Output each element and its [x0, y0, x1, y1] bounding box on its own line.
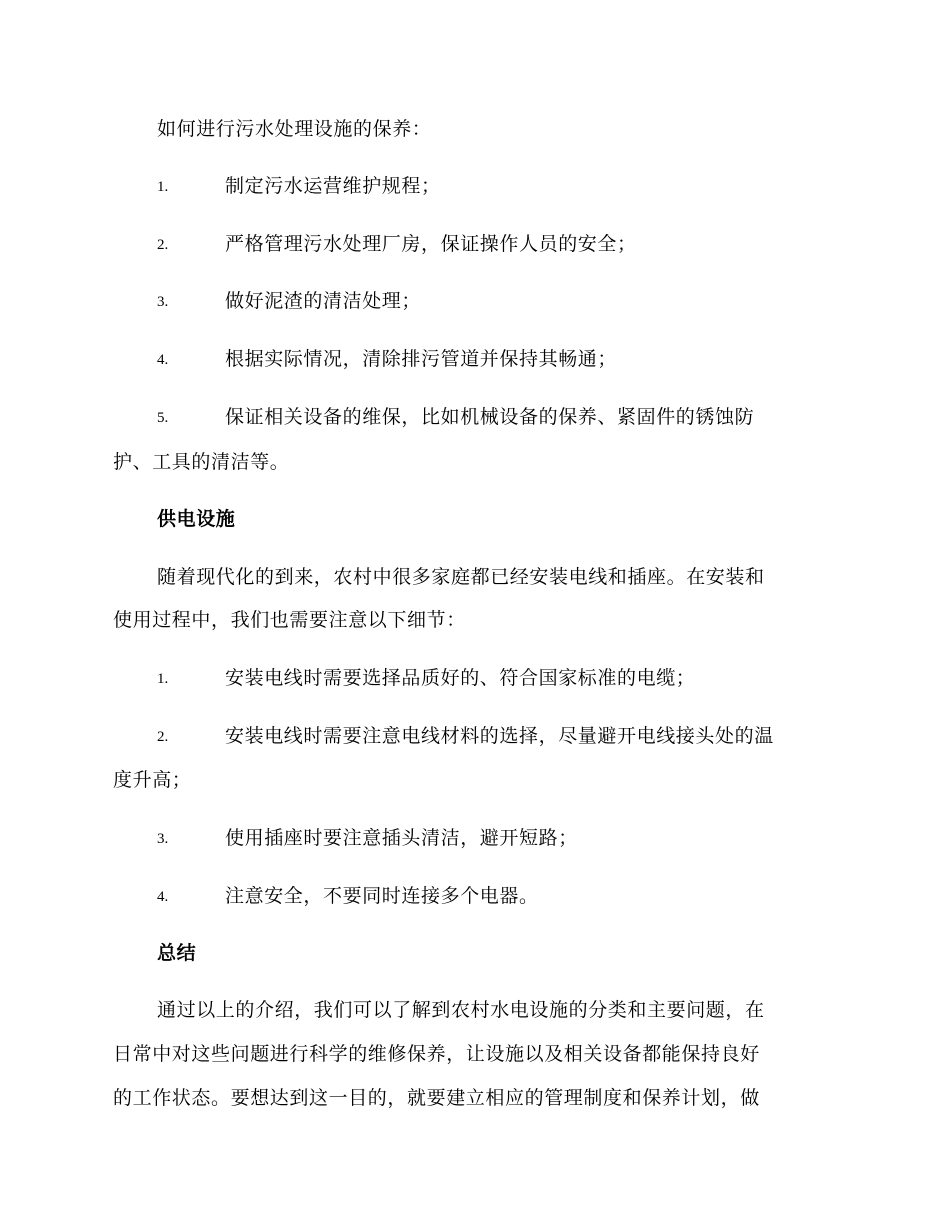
list-item-text: 安装电线时需要注意电线材料的选择，尽量避开电线接头处的温 — [225, 725, 774, 747]
power-paragraph: 随着现代化的到来，农村中很多家庭都已经安装电线和插座。在安装和 — [157, 566, 765, 588]
list-item-text: 保证相关设备的维保，比如机械设备的保养、紧固件的锈蚀防 — [225, 406, 755, 428]
list-item-text: 安装电线时需要选择品质好的、符合国家标准的电缆； — [225, 667, 696, 689]
list-item-text: 严格管理污水处理厂房，保证操作人员的安全； — [225, 233, 637, 255]
list-item-number: 4. — [157, 889, 169, 905]
list-item-text-continuation: 度升高； — [113, 769, 192, 791]
power-paragraph-continuation: 使用过程中，我们也需要注意以下细节： — [113, 609, 466, 631]
list-item-text-continuation: 护、工具的清洁等。 — [113, 451, 290, 473]
list-item-text: 根据实际情况，清除排污管道并保持其畅通； — [225, 348, 618, 370]
list-item-number: 1. — [157, 671, 169, 687]
summary-paragraph-continuation: 日常中对这些问题进行科学的维修保养，让设施以及相关设备都能保持良好 — [113, 1043, 760, 1065]
list-item-number: 5. — [157, 410, 169, 426]
list-item-text: 注意安全，不要同时连接多个电器。 — [225, 885, 539, 907]
list-item-number: 1. — [157, 179, 169, 195]
list-item-text: 使用插座时要注意插头清洁，避开短路； — [225, 827, 578, 849]
list-item-number: 2. — [157, 729, 169, 745]
list-item-number: 2. — [157, 237, 169, 253]
maintenance-intro: 如何进行污水处理设施的保养： — [157, 118, 432, 140]
summary-paragraph-continuation: 的工作状态。要想达到这一目的，就要建立相应的管理制度和保养计划，做 — [113, 1087, 760, 1109]
list-item-number: 4. — [157, 352, 169, 368]
list-item-text: 做好泥渣的清洁处理； — [225, 290, 422, 312]
section-heading-summary: 总结 — [157, 942, 197, 964]
section-heading-power: 供电设施 — [157, 508, 236, 530]
list-item-number: 3. — [157, 831, 169, 847]
list-item-number: 3. — [157, 294, 169, 310]
summary-paragraph: 通过以上的介绍，我们可以了解到农村水电设施的分类和主要问题，在 — [157, 999, 765, 1021]
list-item-text: 制定污水运营维护规程； — [225, 175, 441, 197]
